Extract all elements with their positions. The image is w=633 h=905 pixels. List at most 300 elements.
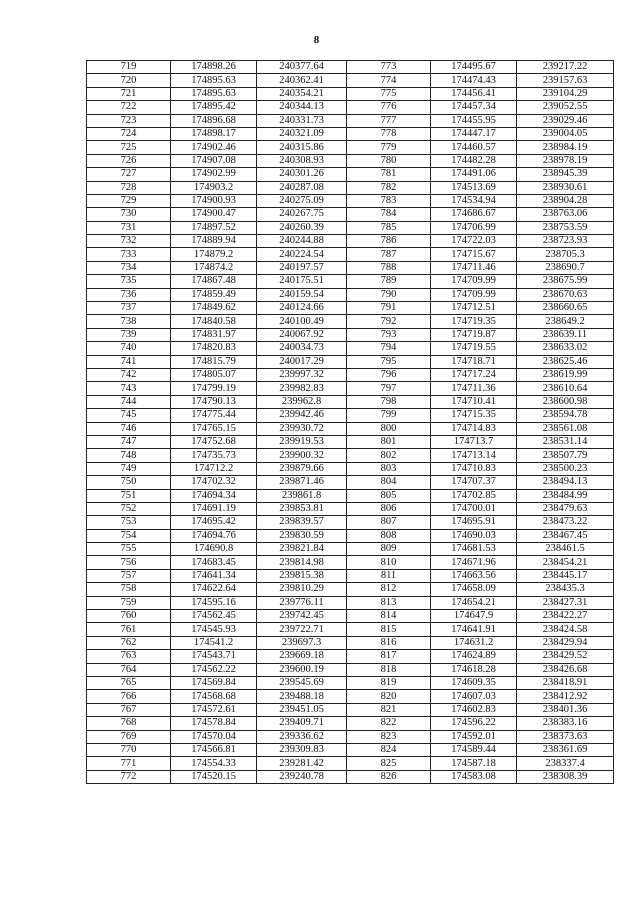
- x-coordinate-cell: 174896.68: [171, 114, 257, 127]
- point-number-cell: 741: [87, 355, 171, 368]
- point-number-cell: 725: [87, 141, 171, 154]
- point-number-cell: 739: [87, 328, 171, 341]
- x-coordinate-cell: 174694.34: [171, 489, 257, 502]
- x-coordinate-cell: 174790.13: [171, 395, 257, 408]
- point-number-cell: 809: [347, 543, 431, 556]
- y-coordinate-cell: 239052.55: [517, 101, 614, 114]
- x-coordinate-cell: 174562.22: [171, 663, 257, 676]
- point-number-cell: 811: [347, 569, 431, 582]
- y-coordinate-cell: 239997.32: [257, 368, 347, 381]
- y-coordinate-cell: 240197.57: [257, 261, 347, 274]
- point-number-cell: 792: [347, 315, 431, 328]
- table-row: [87, 87, 614, 100]
- y-coordinate-cell: 238337.4: [517, 757, 614, 770]
- x-coordinate-cell: 174805.07: [171, 368, 257, 381]
- x-coordinate-cell: 174815.79: [171, 355, 257, 368]
- y-coordinate-cell: 240344.13: [257, 101, 347, 114]
- x-coordinate-cell: 174541.2: [171, 636, 257, 649]
- point-number-cell: 750: [87, 476, 171, 489]
- x-coordinate-cell: 174715.67: [431, 248, 517, 261]
- point-number-cell: 815: [347, 623, 431, 636]
- point-number-cell: 726: [87, 154, 171, 167]
- x-coordinate-cell: 174840.58: [171, 315, 257, 328]
- table-row: [87, 194, 614, 207]
- table-row: [87, 261, 614, 274]
- point-number-cell: 776: [347, 101, 431, 114]
- point-number-cell: 755: [87, 543, 171, 556]
- x-coordinate-cell: 174709.99: [431, 288, 517, 301]
- y-coordinate-cell: 238429.52: [517, 650, 614, 663]
- x-coordinate-cell: 174820.83: [171, 342, 257, 355]
- y-coordinate-cell: 239821.84: [257, 543, 347, 556]
- x-coordinate-cell: 174695.91: [431, 516, 517, 529]
- x-coordinate-cell: 174799.19: [171, 382, 257, 395]
- x-coordinate-cell: 174710.41: [431, 395, 517, 408]
- y-coordinate-cell: 240260.39: [257, 221, 347, 234]
- y-coordinate-cell: 238753.59: [517, 221, 614, 234]
- x-coordinate-cell: 174596.22: [431, 717, 517, 730]
- y-coordinate-cell: 238445.17: [517, 569, 614, 582]
- x-coordinate-cell: 174658.09: [431, 583, 517, 596]
- x-coordinate-cell: 174849.62: [171, 302, 257, 315]
- x-coordinate-cell: 174587.18: [431, 757, 517, 770]
- point-number-cell: 763: [87, 650, 171, 663]
- x-coordinate-cell: 174562.45: [171, 610, 257, 623]
- y-coordinate-cell: 239830.59: [257, 529, 347, 542]
- table-row: [87, 690, 614, 703]
- table-row: [87, 650, 614, 663]
- point-number-cell: 814: [347, 610, 431, 623]
- x-coordinate-cell: 174568.68: [171, 690, 257, 703]
- point-number-cell: 733: [87, 248, 171, 261]
- table-row: [87, 168, 614, 181]
- table-row: [87, 221, 614, 234]
- point-number-cell: 765: [87, 676, 171, 689]
- table-row: [87, 208, 614, 221]
- y-coordinate-cell: 238484.99: [517, 489, 614, 502]
- point-number-cell: 826: [347, 770, 431, 783]
- x-coordinate-cell: 174711.36: [431, 382, 517, 395]
- table-row: [87, 74, 614, 87]
- point-number-cell: 762: [87, 636, 171, 649]
- x-coordinate-cell: 174622.64: [171, 583, 257, 596]
- table-row: [87, 610, 614, 623]
- y-coordinate-cell: 238427.31: [517, 596, 614, 609]
- y-coordinate-cell: 238424.58: [517, 623, 614, 636]
- point-number-cell: 768: [87, 717, 171, 730]
- y-coordinate-cell: 240354.21: [257, 87, 347, 100]
- table-row: [87, 288, 614, 301]
- point-number-cell: 801: [347, 435, 431, 448]
- point-number-cell: 740: [87, 342, 171, 355]
- point-number-cell: 825: [347, 757, 431, 770]
- y-coordinate-cell: 239919.53: [257, 435, 347, 448]
- y-coordinate-cell: 238649.2: [517, 315, 614, 328]
- x-coordinate-cell: 174900.47: [171, 208, 257, 221]
- x-coordinate-cell: 174700.01: [431, 502, 517, 515]
- table-row: [87, 757, 614, 770]
- x-coordinate-cell: 174602.83: [431, 703, 517, 716]
- point-number-cell: 803: [347, 462, 431, 475]
- table-row: [87, 449, 614, 462]
- y-coordinate-cell: 239600.19: [257, 663, 347, 676]
- table-row: [87, 596, 614, 609]
- point-number-cell: 735: [87, 275, 171, 288]
- y-coordinate-cell: 239810.29: [257, 583, 347, 596]
- x-coordinate-cell: 174719.35: [431, 315, 517, 328]
- y-coordinate-cell: 238945.39: [517, 168, 614, 181]
- x-coordinate-cell: 174691.19: [171, 502, 257, 515]
- y-coordinate-cell: 239776.11: [257, 596, 347, 609]
- point-number-cell: 719: [87, 61, 171, 74]
- point-number-cell: 783: [347, 194, 431, 207]
- x-coordinate-cell: 174683.45: [171, 556, 257, 569]
- point-number-cell: 777: [347, 114, 431, 127]
- table-row: [87, 141, 614, 154]
- point-number-cell: 786: [347, 235, 431, 248]
- point-number-cell: 812: [347, 583, 431, 596]
- point-number-cell: 782: [347, 181, 431, 194]
- point-number-cell: 746: [87, 422, 171, 435]
- point-number-cell: 727: [87, 168, 171, 181]
- point-number-cell: 738: [87, 315, 171, 328]
- x-coordinate-cell: 174900.93: [171, 194, 257, 207]
- point-number-cell: 806: [347, 502, 431, 515]
- x-coordinate-cell: 174631.2: [431, 636, 517, 649]
- table-row: [87, 422, 614, 435]
- point-number-cell: 731: [87, 221, 171, 234]
- y-coordinate-cell: 238361.69: [517, 743, 614, 756]
- y-coordinate-cell: 239669.18: [257, 650, 347, 663]
- point-number-cell: 757: [87, 569, 171, 582]
- y-coordinate-cell: 240308.93: [257, 154, 347, 167]
- y-coordinate-cell: 238473.22: [517, 516, 614, 529]
- table-row: [87, 275, 614, 288]
- x-coordinate-cell: 174867.48: [171, 275, 257, 288]
- x-coordinate-cell: 174566.81: [171, 743, 257, 756]
- y-coordinate-cell: 238978.19: [517, 154, 614, 167]
- point-number-cell: 818: [347, 663, 431, 676]
- page-number: 8: [313, 34, 320, 46]
- point-number-cell: 788: [347, 261, 431, 274]
- table-row: [87, 342, 614, 355]
- table-row: [87, 730, 614, 743]
- y-coordinate-cell: 239488.18: [257, 690, 347, 703]
- y-coordinate-cell: 239982.83: [257, 382, 347, 395]
- y-coordinate-cell: 238625.46: [517, 355, 614, 368]
- x-coordinate-cell: 174618.28: [431, 663, 517, 676]
- y-coordinate-cell: 240175.51: [257, 275, 347, 288]
- y-coordinate-cell: 239029.46: [517, 114, 614, 127]
- x-coordinate-cell: 174719.87: [431, 328, 517, 341]
- point-number-cell: 761: [87, 623, 171, 636]
- coordinates-table: [86, 60, 614, 784]
- y-coordinate-cell: 238308.39: [517, 770, 614, 783]
- table-row: [87, 583, 614, 596]
- x-coordinate-cell: 174859.49: [171, 288, 257, 301]
- point-number-cell: 822: [347, 717, 431, 730]
- x-coordinate-cell: 174520.15: [171, 770, 257, 783]
- x-coordinate-cell: 174714.83: [431, 422, 517, 435]
- x-coordinate-cell: 174902.46: [171, 141, 257, 154]
- table-row: [87, 717, 614, 730]
- y-coordinate-cell: 238690.7: [517, 261, 614, 274]
- x-coordinate-cell: 174482.28: [431, 154, 517, 167]
- y-coordinate-cell: 239336.62: [257, 730, 347, 743]
- y-coordinate-cell: 239217.22: [517, 61, 614, 74]
- point-number-cell: 794: [347, 342, 431, 355]
- y-coordinate-cell: 238429.94: [517, 636, 614, 649]
- y-coordinate-cell: 239861.8: [257, 489, 347, 502]
- y-coordinate-cell: 240100.49: [257, 315, 347, 328]
- y-coordinate-cell: 238561.08: [517, 422, 614, 435]
- point-number-cell: 767: [87, 703, 171, 716]
- y-coordinate-cell: 239722.71: [257, 623, 347, 636]
- point-number-cell: 779: [347, 141, 431, 154]
- x-coordinate-cell: 174570.04: [171, 730, 257, 743]
- table-row: [87, 569, 614, 582]
- point-number-cell: 775: [347, 87, 431, 100]
- x-coordinate-cell: 174491.06: [431, 168, 517, 181]
- point-number-cell: 821: [347, 703, 431, 716]
- x-coordinate-cell: 174702.32: [171, 476, 257, 489]
- y-coordinate-cell: 239281.42: [257, 757, 347, 770]
- x-coordinate-cell: 174694.76: [171, 529, 257, 542]
- x-coordinate-cell: 174641.34: [171, 569, 257, 582]
- x-coordinate-cell: 174879.2: [171, 248, 257, 261]
- y-coordinate-cell: 240315.86: [257, 141, 347, 154]
- x-coordinate-cell: 174903.2: [171, 181, 257, 194]
- y-coordinate-cell: 240034.73: [257, 342, 347, 355]
- x-coordinate-cell: 174874.2: [171, 261, 257, 274]
- point-number-cell: 802: [347, 449, 431, 462]
- x-coordinate-cell: 174709.99: [431, 275, 517, 288]
- y-coordinate-cell: 238467.45: [517, 529, 614, 542]
- y-coordinate-cell: 239697.3: [257, 636, 347, 649]
- table-row: [87, 703, 614, 716]
- y-coordinate-cell: 239409.71: [257, 717, 347, 730]
- point-number-cell: 800: [347, 422, 431, 435]
- point-number-cell: 820: [347, 690, 431, 703]
- x-coordinate-cell: 174765.15: [171, 422, 257, 435]
- x-coordinate-cell: 174902.99: [171, 168, 257, 181]
- y-coordinate-cell: 240224.54: [257, 248, 347, 261]
- x-coordinate-cell: 174534.94: [431, 194, 517, 207]
- x-coordinate-cell: 174545.93: [171, 623, 257, 636]
- x-coordinate-cell: 174710.83: [431, 462, 517, 475]
- y-coordinate-cell: 239942.46: [257, 409, 347, 422]
- x-coordinate-cell: 174713.7: [431, 435, 517, 448]
- x-coordinate-cell: 174752.68: [171, 435, 257, 448]
- table-row: [87, 543, 614, 556]
- table-row: [87, 368, 614, 381]
- y-coordinate-cell: 238670.63: [517, 288, 614, 301]
- x-coordinate-cell: 174889.94: [171, 235, 257, 248]
- y-coordinate-cell: 238600.98: [517, 395, 614, 408]
- y-coordinate-cell: 239451.05: [257, 703, 347, 716]
- point-number-cell: 798: [347, 395, 431, 408]
- x-coordinate-cell: 174455.95: [431, 114, 517, 127]
- x-coordinate-cell: 174578.84: [171, 717, 257, 730]
- point-number-cell: 796: [347, 368, 431, 381]
- x-coordinate-cell: 174775.44: [171, 409, 257, 422]
- point-number-cell: 819: [347, 676, 431, 689]
- table-row: [87, 302, 614, 315]
- point-number-cell: 799: [347, 409, 431, 422]
- point-number-cell: 751: [87, 489, 171, 502]
- y-coordinate-cell: 239104.29: [517, 87, 614, 100]
- point-number-cell: 734: [87, 261, 171, 274]
- table-row: [87, 489, 614, 502]
- y-coordinate-cell: 238633.02: [517, 342, 614, 355]
- y-coordinate-cell: 238660.65: [517, 302, 614, 315]
- x-coordinate-cell: 174456.41: [431, 87, 517, 100]
- x-coordinate-cell: 174495.67: [431, 61, 517, 74]
- table-row: [87, 409, 614, 422]
- x-coordinate-cell: 174717.24: [431, 368, 517, 381]
- point-number-cell: 729: [87, 194, 171, 207]
- point-number-cell: 723: [87, 114, 171, 127]
- y-coordinate-cell: 238984.19: [517, 141, 614, 154]
- point-number-cell: 754: [87, 529, 171, 542]
- x-coordinate-cell: 174706.99: [431, 221, 517, 234]
- y-coordinate-cell: 238426.68: [517, 663, 614, 676]
- y-coordinate-cell: 239839.57: [257, 516, 347, 529]
- point-number-cell: 728: [87, 181, 171, 194]
- point-number-cell: 813: [347, 596, 431, 609]
- y-coordinate-cell: 238412.92: [517, 690, 614, 703]
- point-number-cell: 722: [87, 101, 171, 114]
- y-coordinate-cell: 238639.11: [517, 328, 614, 341]
- table-row: [87, 502, 614, 515]
- point-number-cell: 769: [87, 730, 171, 743]
- point-number-cell: 773: [347, 61, 431, 74]
- x-coordinate-cell: 174702.85: [431, 489, 517, 502]
- point-number-cell: 780: [347, 154, 431, 167]
- point-number-cell: 721: [87, 87, 171, 100]
- y-coordinate-cell: 238401.36: [517, 703, 614, 716]
- table-row: [87, 623, 614, 636]
- x-coordinate-cell: 174641.91: [431, 623, 517, 636]
- point-number-cell: 759: [87, 596, 171, 609]
- x-coordinate-cell: 174713.14: [431, 449, 517, 462]
- table-row: [87, 676, 614, 689]
- y-coordinate-cell: 238418.91: [517, 676, 614, 689]
- y-coordinate-cell: 239853.81: [257, 502, 347, 515]
- y-coordinate-cell: 238763.06: [517, 208, 614, 221]
- x-coordinate-cell: 174898.26: [171, 61, 257, 74]
- point-number-cell: 737: [87, 302, 171, 315]
- y-coordinate-cell: 238930.61: [517, 181, 614, 194]
- y-coordinate-cell: 240301.26: [257, 168, 347, 181]
- y-coordinate-cell: 238705.3: [517, 248, 614, 261]
- x-coordinate-cell: 174735.73: [171, 449, 257, 462]
- y-coordinate-cell: 240244.88: [257, 235, 347, 248]
- x-coordinate-cell: 174907.08: [171, 154, 257, 167]
- x-coordinate-cell: 174718.71: [431, 355, 517, 368]
- y-coordinate-cell: 238619.99: [517, 368, 614, 381]
- x-coordinate-cell: 174711.46: [431, 261, 517, 274]
- y-coordinate-cell: 238454.21: [517, 556, 614, 569]
- table-row: [87, 355, 614, 368]
- point-number-cell: 784: [347, 208, 431, 221]
- point-number-cell: 770: [87, 743, 171, 756]
- x-coordinate-cell: 174831.97: [171, 328, 257, 341]
- y-coordinate-cell: 238507.79: [517, 449, 614, 462]
- point-number-cell: 760: [87, 610, 171, 623]
- point-number-cell: 808: [347, 529, 431, 542]
- x-coordinate-cell: 174722.03: [431, 235, 517, 248]
- table-row: [87, 476, 614, 489]
- point-number-cell: 791: [347, 302, 431, 315]
- x-coordinate-cell: 174895.42: [171, 101, 257, 114]
- point-number-cell: 742: [87, 368, 171, 381]
- point-number-cell: 747: [87, 435, 171, 448]
- x-coordinate-cell: 174609.35: [431, 676, 517, 689]
- table-row: [87, 154, 614, 167]
- x-coordinate-cell: 174457.34: [431, 101, 517, 114]
- y-coordinate-cell: 238531.14: [517, 435, 614, 448]
- y-coordinate-cell: 238675.99: [517, 275, 614, 288]
- x-coordinate-cell: 174712.51: [431, 302, 517, 315]
- point-number-cell: 743: [87, 382, 171, 395]
- x-coordinate-cell: 174583.08: [431, 770, 517, 783]
- y-coordinate-cell: 240362.41: [257, 74, 347, 87]
- point-number-cell: 824: [347, 743, 431, 756]
- table-row: [87, 181, 614, 194]
- x-coordinate-cell: 174897.52: [171, 221, 257, 234]
- y-coordinate-cell: 238461.5: [517, 543, 614, 556]
- x-coordinate-cell: 174715.35: [431, 409, 517, 422]
- x-coordinate-cell: 174895.63: [171, 74, 257, 87]
- coordinates-table-body: [87, 61, 614, 784]
- point-number-cell: 785: [347, 221, 431, 234]
- point-number-cell: 787: [347, 248, 431, 261]
- point-number-cell: 816: [347, 636, 431, 649]
- y-coordinate-cell: 240017.29: [257, 355, 347, 368]
- table-row: [87, 663, 614, 676]
- x-coordinate-cell: 174595.16: [171, 596, 257, 609]
- y-coordinate-cell: 239309.83: [257, 743, 347, 756]
- point-number-cell: 752: [87, 502, 171, 515]
- table-row: [87, 395, 614, 408]
- y-coordinate-cell: 239962.8: [257, 395, 347, 408]
- table-row: [87, 382, 614, 395]
- x-coordinate-cell: 174695.42: [171, 516, 257, 529]
- y-coordinate-cell: 239879.66: [257, 462, 347, 475]
- x-coordinate-cell: 174895.63: [171, 87, 257, 100]
- y-coordinate-cell: 238500.23: [517, 462, 614, 475]
- y-coordinate-cell: 238383.16: [517, 717, 614, 730]
- point-number-cell: 736: [87, 288, 171, 301]
- table-row: [87, 529, 614, 542]
- point-number-cell: 810: [347, 556, 431, 569]
- x-coordinate-cell: 174719.55: [431, 342, 517, 355]
- x-coordinate-cell: 174690.03: [431, 529, 517, 542]
- point-number-cell: 771: [87, 757, 171, 770]
- point-number-cell: 823: [347, 730, 431, 743]
- point-number-cell: 778: [347, 127, 431, 140]
- point-number-cell: 732: [87, 235, 171, 248]
- y-coordinate-cell: 238435.3: [517, 583, 614, 596]
- y-coordinate-cell: 239815.38: [257, 569, 347, 582]
- x-coordinate-cell: 174654.21: [431, 596, 517, 609]
- point-number-cell: 758: [87, 583, 171, 596]
- table-row: [87, 462, 614, 475]
- x-coordinate-cell: 174569.84: [171, 676, 257, 689]
- y-coordinate-cell: 239240.78: [257, 770, 347, 783]
- point-number-cell: 745: [87, 409, 171, 422]
